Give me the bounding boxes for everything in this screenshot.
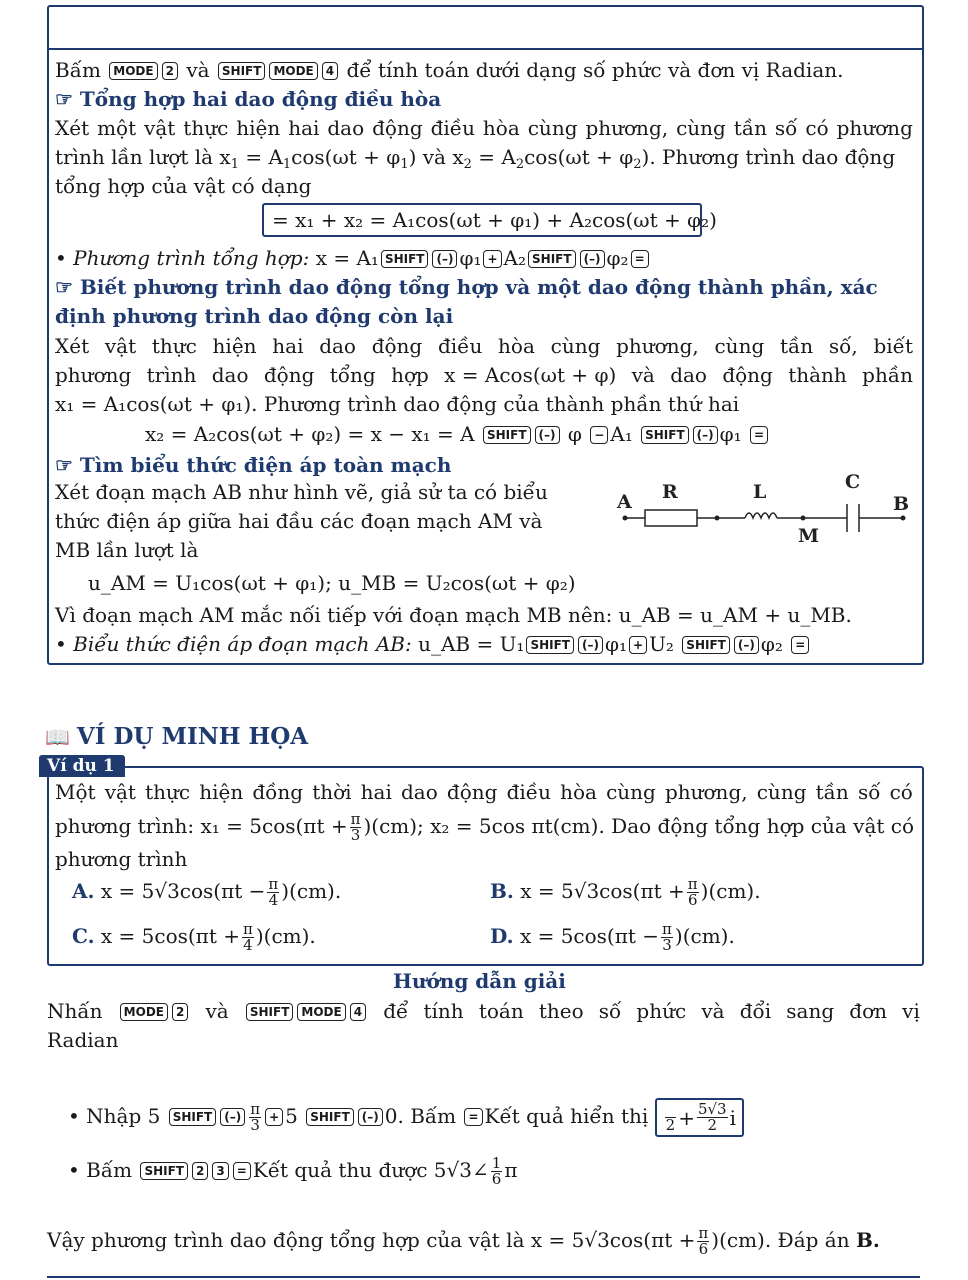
option-expr: x = 5cos(πt + [100, 924, 240, 948]
word: trình [146, 363, 197, 387]
solution-line1: Nhấn MODE 2 và SHIFT MODE 4 để tính toán theo số phức và đổi sang đơn vị [47, 999, 920, 1023]
solution-line2: Radian [47, 1028, 119, 1052]
key-neg: (–) [358, 1108, 383, 1126]
section3-line1: Xét đoạn mạch AB như hình vẽ, giả sử ta có biểu [55, 480, 548, 504]
label-L: L [753, 481, 767, 503]
section1-bullet: • Phương trình tổng hợp: x = A₁ SHIFT (–) φ₁ + A₂ SHIFT (–) φ₂ = [55, 245, 651, 271]
option-expr: x = 5cos(πt − [519, 924, 660, 948]
answer-option[interactable]: B. x = 5√3cos(πt + $\frac{\pi}{6}$ )(cm). [490, 875, 761, 909]
word: thực [145, 780, 191, 804]
label-R: R [662, 481, 678, 503]
word: động [722, 363, 773, 387]
solution-bullet2: • Bấm SHIFT 2 3 = Kết quả thu được 5√3∠ $\frac{1}{6}$ π [68, 1154, 518, 1188]
word: vị [902, 999, 920, 1023]
word: điều [506, 780, 551, 804]
word: cùng [550, 334, 601, 358]
word: điều [437, 334, 483, 358]
example-line2: phương trình: x₁ = 5cos(πt + $\frac{\pi}{3}$ )(cm); x₂ = 5cos πt(cm). Dao động tổng hợp của vật có [55, 810, 915, 844]
word: tần [779, 334, 814, 358]
section2-line1 [55, 333, 913, 359]
word: để [383, 999, 409, 1023]
circuit-diagram [605, 470, 915, 550]
pointing-hand-icon: ☞ [55, 453, 80, 477]
word: phương, [664, 780, 748, 804]
key-neg: (–) [535, 426, 560, 444]
key-neg: (–) [580, 250, 605, 268]
section1-line2: trình lần lượt là $x_1 = A_1\cos(\omega t + \varphi_1)$ và $x_2 = A_2\cos(\omega t + \varphi_2)$. Phương trình dao động [55, 145, 896, 172]
word: đồng [252, 780, 304, 804]
key-eq: = [631, 250, 649, 268]
key-2: 2 [162, 62, 178, 80]
solution-title: Hướng dẫn giải [393, 969, 566, 993]
book-icon: 📖 [45, 725, 77, 749]
section1-line1 [55, 115, 913, 141]
option-label: B. [490, 879, 514, 903]
word: tổng [329, 363, 376, 387]
word: hai [272, 334, 304, 358]
option-expr-end: )(cm). [281, 879, 342, 903]
word: số [774, 116, 798, 140]
word: toán [478, 999, 524, 1023]
key-shift: SHIFT [682, 636, 730, 654]
key-eq: = [791, 636, 809, 654]
key-eq: = [464, 1108, 482, 1126]
word: phương, [616, 334, 699, 358]
word: động [372, 116, 423, 140]
answer-letter: B. [855, 1228, 880, 1252]
key-plus: + [265, 1108, 283, 1126]
word: dao [327, 116, 365, 140]
word: thực [151, 334, 197, 358]
key-shift: SHIFT [246, 1003, 294, 1021]
word: tính [423, 999, 464, 1023]
section1-heading: ☞ Tổng hợp hai dao động điều hòa [55, 87, 442, 111]
key-eq: = [233, 1162, 251, 1180]
key-shift: SHIFT [641, 426, 689, 444]
key-4: 4 [322, 62, 338, 80]
key-neg: (–) [578, 636, 603, 654]
key-neg: (–) [693, 426, 718, 444]
resistor [645, 510, 697, 526]
pointing-hand-icon: ☞ [55, 275, 80, 299]
option-label: A. [72, 879, 95, 903]
word: dao [211, 363, 249, 387]
key-shift: SHIFT [381, 250, 429, 268]
key-eq: = [750, 426, 768, 444]
key-4: 4 [350, 1003, 366, 1021]
key-shift: SHIFT [218, 62, 266, 80]
label-B: B [893, 493, 910, 515]
word: đơn [849, 999, 888, 1023]
example-line1 [55, 779, 913, 805]
word: cùng [527, 116, 578, 140]
word: hiện [199, 780, 244, 804]
answer-option[interactable]: D. x = 5cos(πt − $\frac{\pi}{3}$ )(cm). [490, 920, 735, 954]
word: sang [786, 999, 835, 1023]
bottom-rule [47, 1276, 920, 1278]
pointing-hand-icon: ☞ [55, 87, 80, 111]
word: và [701, 999, 725, 1023]
word: dao [401, 780, 438, 804]
key-shift: SHIFT [169, 1108, 217, 1126]
word: cùng [714, 334, 765, 358]
key-shift: SHIFT [306, 1108, 354, 1126]
key-mode: MODE [120, 1003, 168, 1021]
word: Xét [55, 334, 90, 358]
answer-option[interactable]: C. x = 5cos(πt + $\frac{\pi}{4}$ )(cm). [72, 920, 316, 954]
word: hai [288, 116, 320, 140]
key-2: 2 [172, 1003, 188, 1021]
word: thực [183, 116, 229, 140]
intro-line: Bấm MODE 2 và SHIFT MODE 4 để tính toán dưới dạng số phức và đơn vị Radian. [55, 58, 844, 82]
theory-box-header [49, 7, 922, 50]
section2-formula: x₂ = A₂cos(ωt + φ₂) = x − x₁ = A SHIFT (–) φ − A₁ SHIFT (–) φ₁ = [145, 421, 770, 447]
word: hiện [212, 334, 257, 358]
solution-conclusion: Vậy phương trình dao động tổng hợp của vật là x = 5√3cos(πt + $\frac{\pi}{6}$ )(cm). Đáp án B. [47, 1224, 880, 1258]
key-shift: SHIFT [526, 636, 574, 654]
option-expr-end: )(cm). [255, 924, 316, 948]
word: thời [312, 780, 352, 804]
word: có [805, 116, 829, 140]
option-label: C. [72, 924, 95, 948]
option-expr-end: )(cm). [700, 879, 761, 903]
word: cùng [606, 780, 656, 804]
word: vật [104, 334, 137, 358]
example-line3: phương trình [55, 847, 188, 871]
word: hiện [236, 116, 281, 140]
section2-line2 [55, 362, 913, 388]
key-plus: + [483, 250, 501, 268]
word: hợp [391, 363, 429, 387]
word: Một [55, 780, 96, 804]
word: động [263, 363, 315, 387]
word: hòa [498, 334, 535, 358]
word: hai [360, 780, 392, 804]
key-shift: SHIFT [140, 1162, 188, 1180]
section2-heading: ☞ Biết phương trình dao động tổng hợp và một dao động thành phần, xác [55, 275, 878, 299]
key-neg: (–) [220, 1108, 245, 1126]
word: số, [828, 334, 858, 358]
section3-line3: MB lần lượt là [55, 538, 199, 562]
key-plus: + [629, 636, 647, 654]
word: hòa [560, 780, 597, 804]
inductor [745, 513, 777, 518]
word: vật [104, 780, 136, 804]
word: động [371, 334, 423, 358]
key-mode: MODE [269, 62, 317, 80]
example-tag: Ví dụ 1 [39, 755, 125, 777]
section1-line3: tổng hợp của vật có dạng [55, 174, 312, 198]
word: x = Acos(ωt + φ) [444, 363, 617, 387]
option-label: D. [490, 924, 514, 948]
section3-heading: ☞ Tìm biểu thức điện áp toàn mạch [55, 453, 452, 477]
section1-formula-box: = x₁ + x₂ = A₁cos(ωt + φ₁) + A₂cos(ωt + φ₂) [262, 203, 702, 237]
word: tần [815, 780, 849, 804]
word: đổi [739, 999, 772, 1023]
word: thành [788, 363, 847, 387]
word: phương [836, 116, 913, 140]
word: số [857, 780, 881, 804]
key-mode: MODE [297, 1003, 345, 1021]
key-shift: SHIFT [528, 250, 576, 268]
word: dao [670, 363, 707, 387]
word: số [598, 999, 622, 1023]
key-3: 3 [212, 1162, 228, 1180]
word: dao [319, 334, 356, 358]
result-box: 2 + $\frac{5√3}{2}$ i [655, 1098, 744, 1137]
word: cùng [676, 116, 726, 140]
word: phương [55, 363, 132, 387]
example-section-title: 📖 VÍ DỤ MINH HỌA [45, 723, 309, 750]
word: Xét [55, 116, 90, 140]
key-mode: MODE [109, 62, 157, 80]
section2-heading-cont: định phương trình dao động còn lại [55, 304, 454, 328]
word: biết [873, 334, 913, 358]
section3-bullet: • Biểu thức điện áp đoạn mạch AB: u_AB = U₁ SHIFT (–) φ₁ + U₂ SHIFT (–) φ₂ = [55, 631, 811, 657]
key-2: 2 [192, 1162, 208, 1180]
section3-line2: thức điện áp giữa hai đầu các đoạn mạch AM và [55, 509, 543, 533]
word: một [97, 116, 137, 140]
label-M: M [798, 525, 820, 547]
option-expr-end: )(cm). [674, 924, 735, 948]
answer-option[interactable]: A. x = 5√3cos(πt − $\frac{\pi}{4}$ )(cm). [72, 875, 342, 909]
key-neg: (–) [734, 636, 759, 654]
word: vật [144, 116, 176, 140]
word: tần [733, 116, 767, 140]
word: phức [636, 999, 687, 1023]
key-shift: SHIFT [483, 426, 531, 444]
word: theo [538, 999, 584, 1023]
word: động [446, 780, 498, 804]
word: phần [862, 363, 913, 387]
section3-formula: u_AM = U₁cos(ωt + φ₁); u_MB = U₂cos(ωt + φ₂) [88, 571, 576, 595]
word: cùng [756, 780, 807, 804]
key-neg: (–) [432, 250, 457, 268]
word: hòa [482, 116, 520, 140]
word: và [631, 363, 655, 387]
option-expr: x = 5√3cos(πt − [100, 879, 266, 903]
word: có [889, 780, 913, 804]
label-C: C [845, 471, 861, 493]
option-expr: x = 5√3cos(πt + [520, 879, 685, 903]
word: điều [430, 116, 475, 140]
section2-line3: x₁ = A₁cos(ωt + φ₁). Phương trình dao động của thành phần thứ hai [55, 392, 740, 416]
key-minus: − [590, 426, 608, 444]
label-A: A [617, 491, 632, 513]
section3-line4: Vì đoạn mạch AM mắc nối tiếp với đoạn mạch MB nên: u_AB = u_AM + u_MB. [55, 603, 852, 627]
word: phương, [585, 116, 669, 140]
solution-bullet1: • Nhập 5 SHIFT (–) $\frac{\pi}{3}$ + 5 SHIFT (–) 0. Bấm = Kết quả hiển thị 2 + $\frac{5√3}{2}$ i [68, 1098, 744, 1137]
